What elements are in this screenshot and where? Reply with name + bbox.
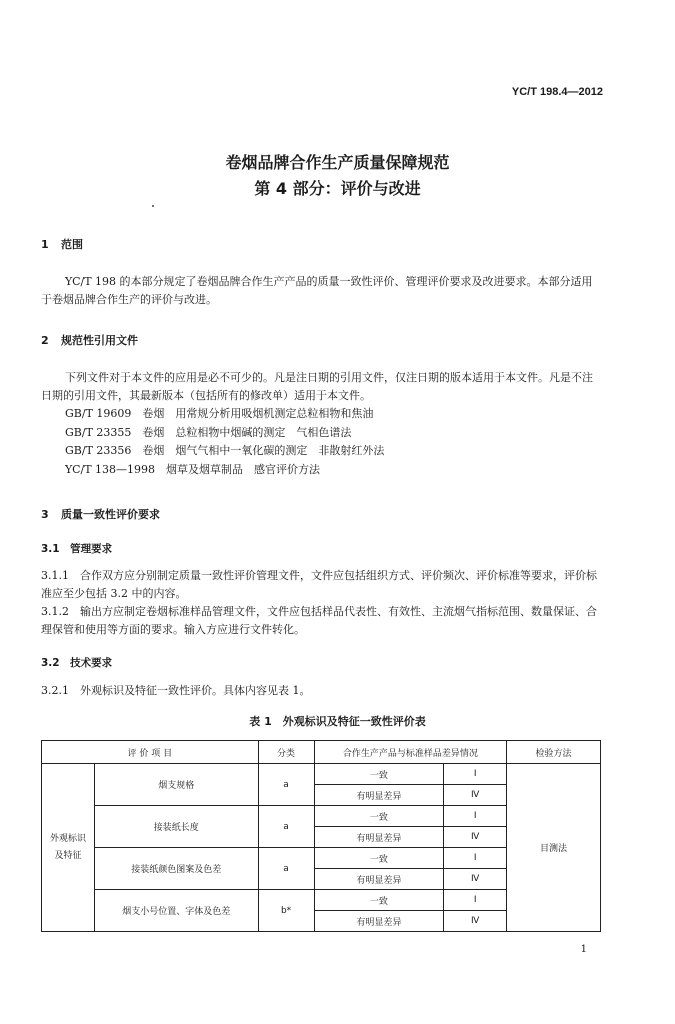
grade-cell: Ⅳ	[444, 827, 507, 848]
section-2-paragraph: 下列文件对于本文件的应用是必不可少的。凡是注日期的引用文件，仅注日期的版本适用于本文件。凡是不注日期的引用文件，其最新版本（包括所有的修改单）适用于本文件。	[41, 371, 593, 402]
grade-cell: Ⅰ	[444, 764, 507, 785]
diff-cell: 有明显差异	[314, 869, 444, 890]
grade-cell: Ⅰ	[444, 848, 507, 869]
category-cell: a	[258, 806, 314, 848]
category-cell: b*	[258, 890, 314, 932]
grade-cell: Ⅰ	[444, 890, 507, 911]
category-cell: a	[258, 848, 314, 890]
section-number: 2	[41, 334, 49, 347]
subsection-number: 3.2	[41, 657, 60, 669]
subsection-number: 3.1	[41, 543, 60, 555]
diff-cell: 一致	[314, 806, 444, 827]
diff-cell: 一致	[314, 764, 444, 785]
section-3-1-heading	[41, 541, 112, 556]
header-difference: 合作生产产品与标准样品差异情况	[314, 741, 507, 764]
section-number: 3	[41, 508, 49, 521]
diff-cell: 一致	[314, 890, 444, 911]
diff-cell: 有明显差异	[314, 785, 444, 806]
evaluation-table	[41, 740, 601, 932]
section-title: 质量一致性评价要求	[61, 508, 160, 521]
table-header-row	[42, 741, 601, 764]
clause-3-1-2: 3.1.2 输出方应制定卷烟标准样品管理文件，文件应包括样品代表性、有效性、主流烟气指标范围、数量保证、合理保管和使用等方面的要求。输入方应进行文件转化。	[41, 605, 597, 636]
standard-code: YC/T 198.4—2012	[511, 86, 603, 98]
subsection-title: 管理要求	[70, 543, 113, 555]
reference-item: GB/T 19609 卷烟 用常规分析用吸烟机测定总粒相物和焦油	[65, 407, 374, 420]
clause-3-2-1: 3.2.1 外观标识及特征一致性评价。具体内容见表 1。	[41, 684, 311, 697]
method-cell: 目测法	[507, 764, 601, 932]
reference-item: GB/T 23356 卷烟 烟气气相中一氧化碳的测定 非散射红外法	[65, 444, 385, 457]
grade-cell: Ⅰ	[444, 806, 507, 827]
group-cell: 外观标识及特征	[42, 764, 95, 932]
header-method: 检验方法	[507, 741, 601, 764]
document-title: 卷烟品牌合作生产质量保障规范	[225, 153, 450, 172]
header-category: 分类	[258, 741, 314, 764]
section-3-heading	[41, 506, 160, 522]
section-number: 1	[41, 238, 49, 251]
item-cell: 接装纸颜色图案及色差	[94, 848, 258, 890]
section-title: 范围	[61, 238, 83, 251]
reference-list	[65, 405, 384, 479]
table-caption: 表 1 外观标识及特征一致性评价表	[249, 715, 426, 728]
category-cell: a	[258, 764, 314, 806]
section-2-heading	[41, 332, 138, 348]
item-cell: 烟支小号位置、字体及色差	[94, 890, 258, 932]
grade-cell: Ⅳ	[444, 911, 507, 932]
item-cell: 接装纸长度	[94, 806, 258, 848]
reference-item: GB/T 23355 卷烟 总粒相物中烟碱的测定 气相色谱法	[65, 425, 352, 439]
diff-cell: 一致	[314, 848, 444, 869]
reference-item: YC/T 138—1998 烟草及烟草制品 感官评价方法	[65, 462, 321, 476]
section-1-heading	[41, 236, 83, 252]
item-cell: 烟支规格	[94, 764, 258, 806]
diff-cell: 有明显差异	[314, 911, 444, 932]
grade-cell: Ⅳ	[444, 869, 507, 890]
header-item: 评 价 项 目	[42, 741, 259, 764]
scan-speck	[152, 205, 154, 207]
clause-3-1-1: 3.1.1 合作双方应分别制定质量一致性评价管理文件，文件应包括组织方式、评价频次、评价标准等要求，评价标准应至少包括 3.2 中的内容。	[41, 569, 597, 600]
document-subtitle: 第 4 部分：评价与改进	[254, 179, 421, 198]
diff-cell: 有明显差异	[314, 827, 444, 848]
page-number: 1	[580, 944, 587, 955]
section-1-paragraph: YC/T 198 的本部分规定了卷烟品牌合作生产产品的质量一致性评价、管理评价要求及改进要求。本部分适用于卷烟品牌合作生产的评价与改进。	[41, 275, 593, 306]
section-3-2-heading	[41, 655, 112, 670]
subsection-title: 技术要求	[70, 657, 113, 669]
section-title: 规范性引用文件	[61, 334, 138, 347]
grade-cell: Ⅳ	[444, 785, 507, 806]
table-row	[42, 764, 601, 785]
